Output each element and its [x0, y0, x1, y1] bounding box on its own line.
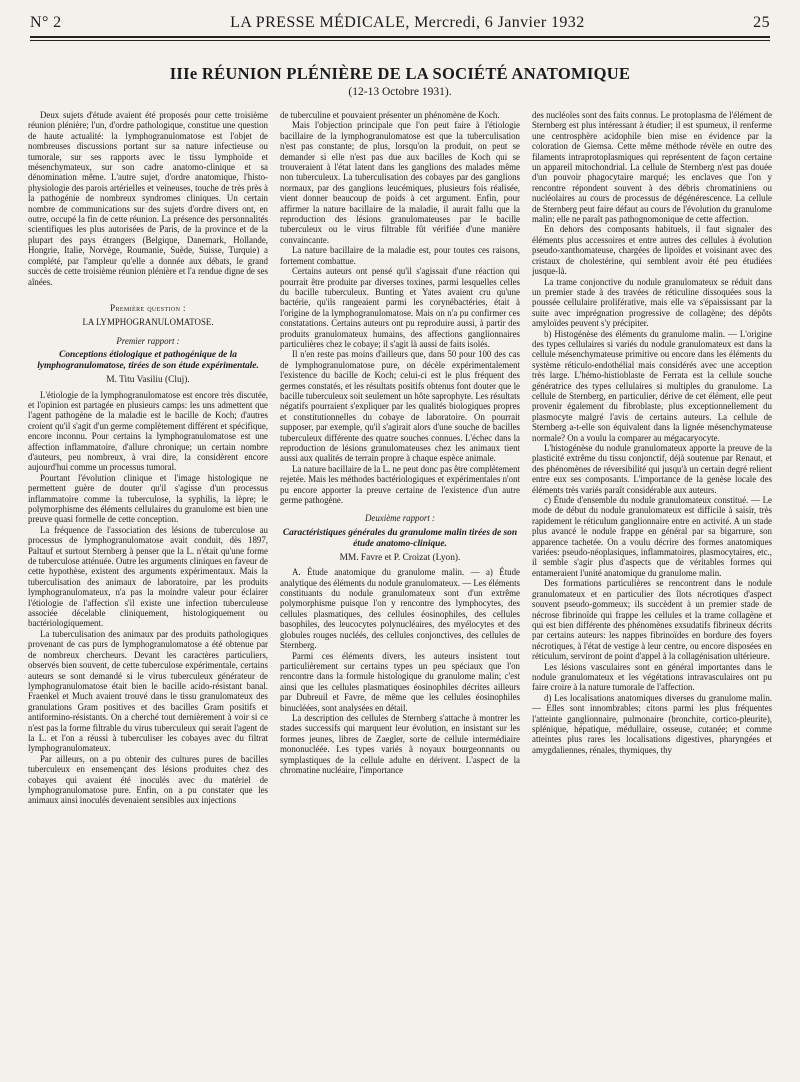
paragraph: Il n'en reste pas moins d'ailleurs que, dans 50 pour 100 des cas de lymphogranulomatose pure, on décèle expérimentalement l'existence du bacille de Koch; celui-ci est le plus fréquent des germes constatés, et les résultats positifs obtenus font douter que le bacille tuberculeux soit seulement un hôte saprophyte. Les résultats négatifs pourraient s'expliquer par les qualités biologiques propres et constitutionnelles du cobaye de laboratoire. On pourrait supposer, par exemple, qu'il s'agirait alors d'une souche de bacilles tuberculeux différente des quatre souches connues. L'échec dans la reproduction de lésions granulomateuses chez les animaux tient aussi aux qualités de terrain propre à chaque espèce animale.	[280, 349, 520, 464]
paragraph: La tuberculisation des animaux par des produits pathologiques provenant de cas purs de lymphogranulomatose a été obtenue par de nombreux chercheurs. Devant les caractères particuliers, observés bien souvent, de cette tuberculose expérimentale, certains auteurs se sont demandé si le virus tuberculeux générateur de lymphogranulomatose était bien le bacille acido-résistant banal. Fraenkel et Much avaient trouvé dans le tissu granulomateux des granulations Gram positives et des bacilles Gram positifs et antiformino-résistants. On a cherché tout dernièrement à voir si ce n'est pas la forme filtrable du virus tuberculeux qui serait l'agent de la L. et l'on a réussi à tuberculiser les cobayes avec du filtrat lymphogranulomateux.	[28, 628, 268, 754]
paragraph: La trame conjonctive du nodule granulomateux se réduit dans un premier stade à des travées de réticuline dissoquées sous la poussée cellulaire proliférative, mais elle va s'épaississant par la suite avec imprégnation progressive de collagène; des dépôts amyloïdes peuvent s'y précipiter.	[532, 276, 772, 329]
paragraph: d) Les localisations anatomiques diverses du granulome malin. — Elles sont innombrables; citons parmi les plus fréquentes l'atteinte ganglionnaire, pulmonaire (bronchite, cortico-pleurite), splénique, hépatique, médullaire, osseuse, cutanée; et comme atteintes plus rares les localisations digestives, pharyngées et amygdaliennes, rénales, thymiques, thy	[532, 692, 772, 755]
paragraph: Parmi ces éléments divers, les auteurs insistent tout particulièrement sur certains types un peu spéciaux que l'on rencontre dans la formule histologique du granulome malin; c'est ainsi que les cellules plasmatiques éosinophiles décrites ailleurs par Dubreuil et Favre, de même que les cellules éosinophiles binucléées, sont analysées en détail.	[280, 650, 520, 713]
article-title: IIIe RÉUNION PLÉNIÈRE DE LA SOCIÉTÉ ANATOMIQUE	[169, 64, 631, 83]
paragraph: La nature bacillaire de la L. ne peut donc pas être complètement rejetée. Mais les méthodes bactériologiques et expérimentales n'ont pu encore apporter la preuve certaine de l'existence d'un autre germe pathogène.	[280, 463, 520, 506]
column-1	[28, 110, 268, 1068]
question-title: LA LYMPHOGRANULOMATOSE.	[82, 317, 214, 328]
paragraph: L'étiologie de la lymphogranulomatose est encore très discutée, et l'opinion est partagée en plusieurs camps: les uns admettent que l'agent pathogène de la maladie est le bacille de Koch; d'autres croient qu'il s'agit d'un germe complètement différent et spécifique, encore inconnu. Pour certains la lymphogranulomatose est une affection inflammatoire, d'allure chronique; un certain nombre d'auteurs, peu nombreux, à vrai dire, la considèrent encore aujourd'hui comme un processus tumoral.	[28, 389, 268, 473]
paragraph: Des formations particulières se rencontrent dans le nodule granulomateux et en particulier des îlots nécrotiques d'aspect souvent pseudo-gommeux; ils succèdent à un premier stade de nécrose fibrinoïde qui frappe les cellules et la trame collagène et qui est bien différente des phénomènes exsudatifs fibrineux décrits par certains auteurs: les nappes fibrinoïdes en bordure des foyers nécrotiques, à l'état de vestige à leur centre, ou encore disposées en réticulum, serviront de point d'appel à la collagénisation ultérieure.	[532, 578, 772, 662]
text-columns	[28, 110, 772, 1068]
paragraph: c) Étude d'ensemble du nodule granulomateux constitué. — Le mode de début du nodule granulomateux est difficile à saisir, très rapidement le réticulum ganglionnaire entre en activité. A un stade plus avancé le nodule frappe en général par sa bigarrure, son apparence tachetée. On a voulu décrire des formes anatomiques variées: pseudo-néoplasiques, inflammatoires, plasmocytaires, etc., il semble s'agir plus d'aspects que de véritables formes qui entameraient l'unité anatomique du granulome malin.	[532, 495, 772, 578]
paragraph: La description des cellules de Sternberg s'attache à montrer les stades successifs qui marquent leur évolution, en insistant sur les formes jeunes, libres de Zaegler, sorte de cellule intermédiaire mononucléée. Les types variés à noyaux bourgeonnants ou symplastiques de la cellule adulte en dérivent. L'aspect de la chromatine nucléaire, l'importance	[280, 712, 520, 775]
masthead: LA PRESSE MÉDICALE, Mercredi, 6 Janvier 1932	[230, 14, 585, 31]
paragraph: b) Histogénèse des éléments du granulome malin. — L'origine des types cellulaires si variés du nodule granulomateux est dans la cellule mésenchymateuse primitive ou encore dans les éléments du système réticulo-endothélial mais considérés avec une acception très large. L'hémo-histioblaste de Ferrata est la cellule souche génératrice des types cellulaires si multiples du granulome. La cellule de Sternberg, en particulier, dérive de cet élément, elle peut provenir également du fibroblaste, plus exceptionnellement du plasmocyte malgré l'avis de certains auteurs. La cellule de Sternberg a-t-elle son équivalent dans la lignée mésenchymateuse normale? On a voulu la comparer au mégacaryocyte.	[532, 328, 772, 443]
paragraph: Par ailleurs, on a pu obtenir des cultures pures de bacilles tuberculeux en ensemençant des lésions produites chez des cobayes qui avaient été inoculés avec du matériel de lymphogranulomatose pure. Enfin, on a pu constater que les animaux ainsi inoculés devenaient sensibles aux injections	[28, 753, 268, 806]
paragraph: des nucléoles sont des faits connus. Le protoplasma de l'élément de Sternberg est plus intéressant à étudier; il est spumeux, il renferme une centrosphère acidophile bien mise en évidence par la coloration de Giemsa. Cette même méthode révèle en outre des filaments intraprotoplasmiques qui représentent de façon certaine un appareil mitochondrial. La cellule de Sternberg n'est pas douée d'un pouvoir phagocytaire marqué; les enclaves que l'on y rencontre répondent souvent à des débris chromatiniens ou nucléolaires au cours de processus de dégénérescence. La cellule de Sternberg peut faire défaut au cours de l'évolution du granulome malin; elle ne paraît pas pathognomonique de cette affection.	[532, 110, 772, 225]
report-title: Caractéristiques générales du granulome malin tirées de son étude anatomo-clinique.	[282, 527, 518, 549]
paragraph: Pourtant l'évolution clinique et l'image histologique ne permettent guère de douter qu'il s'agisse d'un processus inflammatoire comme la tuberculose, la syphilis, la lèpre; le polymorphisme des éléments cellulaires du granulome est bien une preuve quasi formelle de cette conception.	[28, 472, 268, 525]
report-author: M. Titu Vasiliu (Cluj).	[106, 375, 190, 386]
report-label: Deuxième rapport :	[365, 513, 435, 524]
page-header	[30, 14, 770, 36]
paragraph: de tuberculine et pouvaient présenter un phénomène de Koch.	[280, 110, 500, 120]
paragraph: La fréquence de l'association des lésions de tuberculose au processus de lymphogranulomatose avait conduit, dès 1897, Paltauf et surtout Sternberg à penser que la L. n'était qu'une forme de tuberculose atténuée. Outre les arguments cliniques en faveur de cette hypothèse, existent des arguments expérimentaux. Mais la tuberculisation des animaux de laboratoire, par les produits lymphogranulomateux, n'a pas la moindre valeur pour éclairer l'étiologie de l'affection s'il existe une infection tuberculeuse associée décelable cliniquement, histologiquement ou bactériologiquement.	[28, 524, 268, 629]
report-label: Premier rapport :	[116, 335, 180, 346]
paragraph: La nature bacillaire de la maladie est, pour toutes ces raisons, fortement combattue.	[280, 245, 520, 266]
column-2	[280, 110, 520, 1068]
paragraph: Certains auteurs ont pensé qu'il s'agissait d'une réaction qui pourrait être produite par diverses toxines, parmi lesquelles celles du bacille tuberculeux. Bunting et Yates avaient cru qu'une bactérie, qu'ils rangeaient parmi les corynébactéries, était à l'origine de la lymphogranulomatose. Mais on n'a pu confirmer ces constatations. Certains auteurs ont pu reproduire aussi, à partir des produits granulomateux humains, des affections ganglionnaires particulières chez le cobaye; il s'agit là aussi de faits isolés.	[280, 266, 520, 349]
paragraph: A. Étude anatomique du granulome malin. — a) Étude analytique des éléments du nodule granulomateux. — Les éléments constituants du nodule granulomateux sont d'un extrême polymorphisme puisque l'on y rencontre des lymphocytes, des cellules plasmatiques, des cellules éosinophiles, des cellules basophiles, des leucocytes polynucléaires, des myélocytes et des globules rouges nucléés, des cellules conjonctives, des cellules de Sternberg.	[280, 567, 520, 651]
article-dates: (12-13 Octobre 1931).	[348, 86, 452, 98]
issue-number: N° 2	[30, 14, 62, 31]
paragraph: Les lésions vasculaires sont en général importantes dans le nodule granulomateux et les végétations intravasculaires ont pu faire croire à la nature tumorale de l'affection.	[532, 661, 772, 693]
paragraph: En dehors des composants habituels, il faut signaler des éléments plus accessoires et entre autres des cellules à évolution pseudo-xanthomateuse, chargées de lipoïdes et voisinant avec des cristaux de cholestérine, qui semblent avoir été peu étudiées jusque-là.	[532, 224, 772, 277]
column-3	[532, 110, 772, 1068]
report-title: Conceptions étiologique et pathogénique de la lymphogranulomatose, tirées de son étude expérimentale.	[37, 350, 259, 372]
paragraph: Mais l'objection principale que l'on peut faire à l'étiologie bacillaire de la lymphogranulomatose est que la tuberculisation n'est pas constante; de plus, lorsqu'on la produit, on peut se demander si elle n'est pas due aux bacilles de Koch qui se trouveraient à l'état latent dans les ganglions des malades même non tuberculeux. La tuberculisation des cobayes par des ganglions normaux, par des ganglions leucémiques, plusieurs fois réalisée, vient donner beaucoup de poids à cet argument. Enfin, pour affirmer la nature bacillaire de la maladie, il aurait fallu que la reproduction des lésions granulomateuses par le bacille tuberculeux ou le virus filtrable fût vérifiée d'une manière convaincante.	[280, 120, 520, 245]
question-label: Première question :	[110, 302, 186, 313]
intro-paragraph: Deux sujets d'étude avaient été proposés pour cette troisième réunion plénière; l'un, d'ordre pathologique, constitue une question de haute actualité: la lymphogranulomatose est l'objet de nombreuses discussions portant sur sa nature infectieuse ou tumorale, sur ses rapports avec le tissu lymphoïde et mésenchymateux, sur son cadre anatomo-clinique et sa dénomination même. L'autre sujet, d'ordre anatomique, l'histo-physiologie des parois artérielles et veineuses, touche de très près à la pathogénie de nombreux syndromes cliniques. Un certain nombre de communications sur des sujets d'ordre divers ont, en outre, occupé la fin de cette réunion. La présence des personnalités scientifiques les plus autorisées de Paris, de la province et de la plupart des pays étrangers (Belgique, Danemark, Hollande, Hongrie, Italie, Norvège, Roumanie, Suède, Suisse, Turquie) a complété, par l'ampleur qu'elle a donnée aux débats, le grand succès de cette troisième réunion plénière et l'a rendue digne de ses aînées.	[28, 110, 268, 287]
paragraph: L'histogénèse du nodule granulomateux apporte la preuve de la plasticité extrême du tissu conjonctif, déjà soutenue par Renaut, et des phénomènes de réversibilité qui jusqu'à un certain degré relient entre eux ses composants. L'importance de la genèse locale des éléments très variés paraît considérable aux auteurs.	[532, 443, 772, 495]
page-number: 25	[753, 14, 770, 31]
report-author: MM. Favre et P. Croizat (Lyon).	[339, 552, 461, 563]
header-rule	[30, 36, 770, 41]
